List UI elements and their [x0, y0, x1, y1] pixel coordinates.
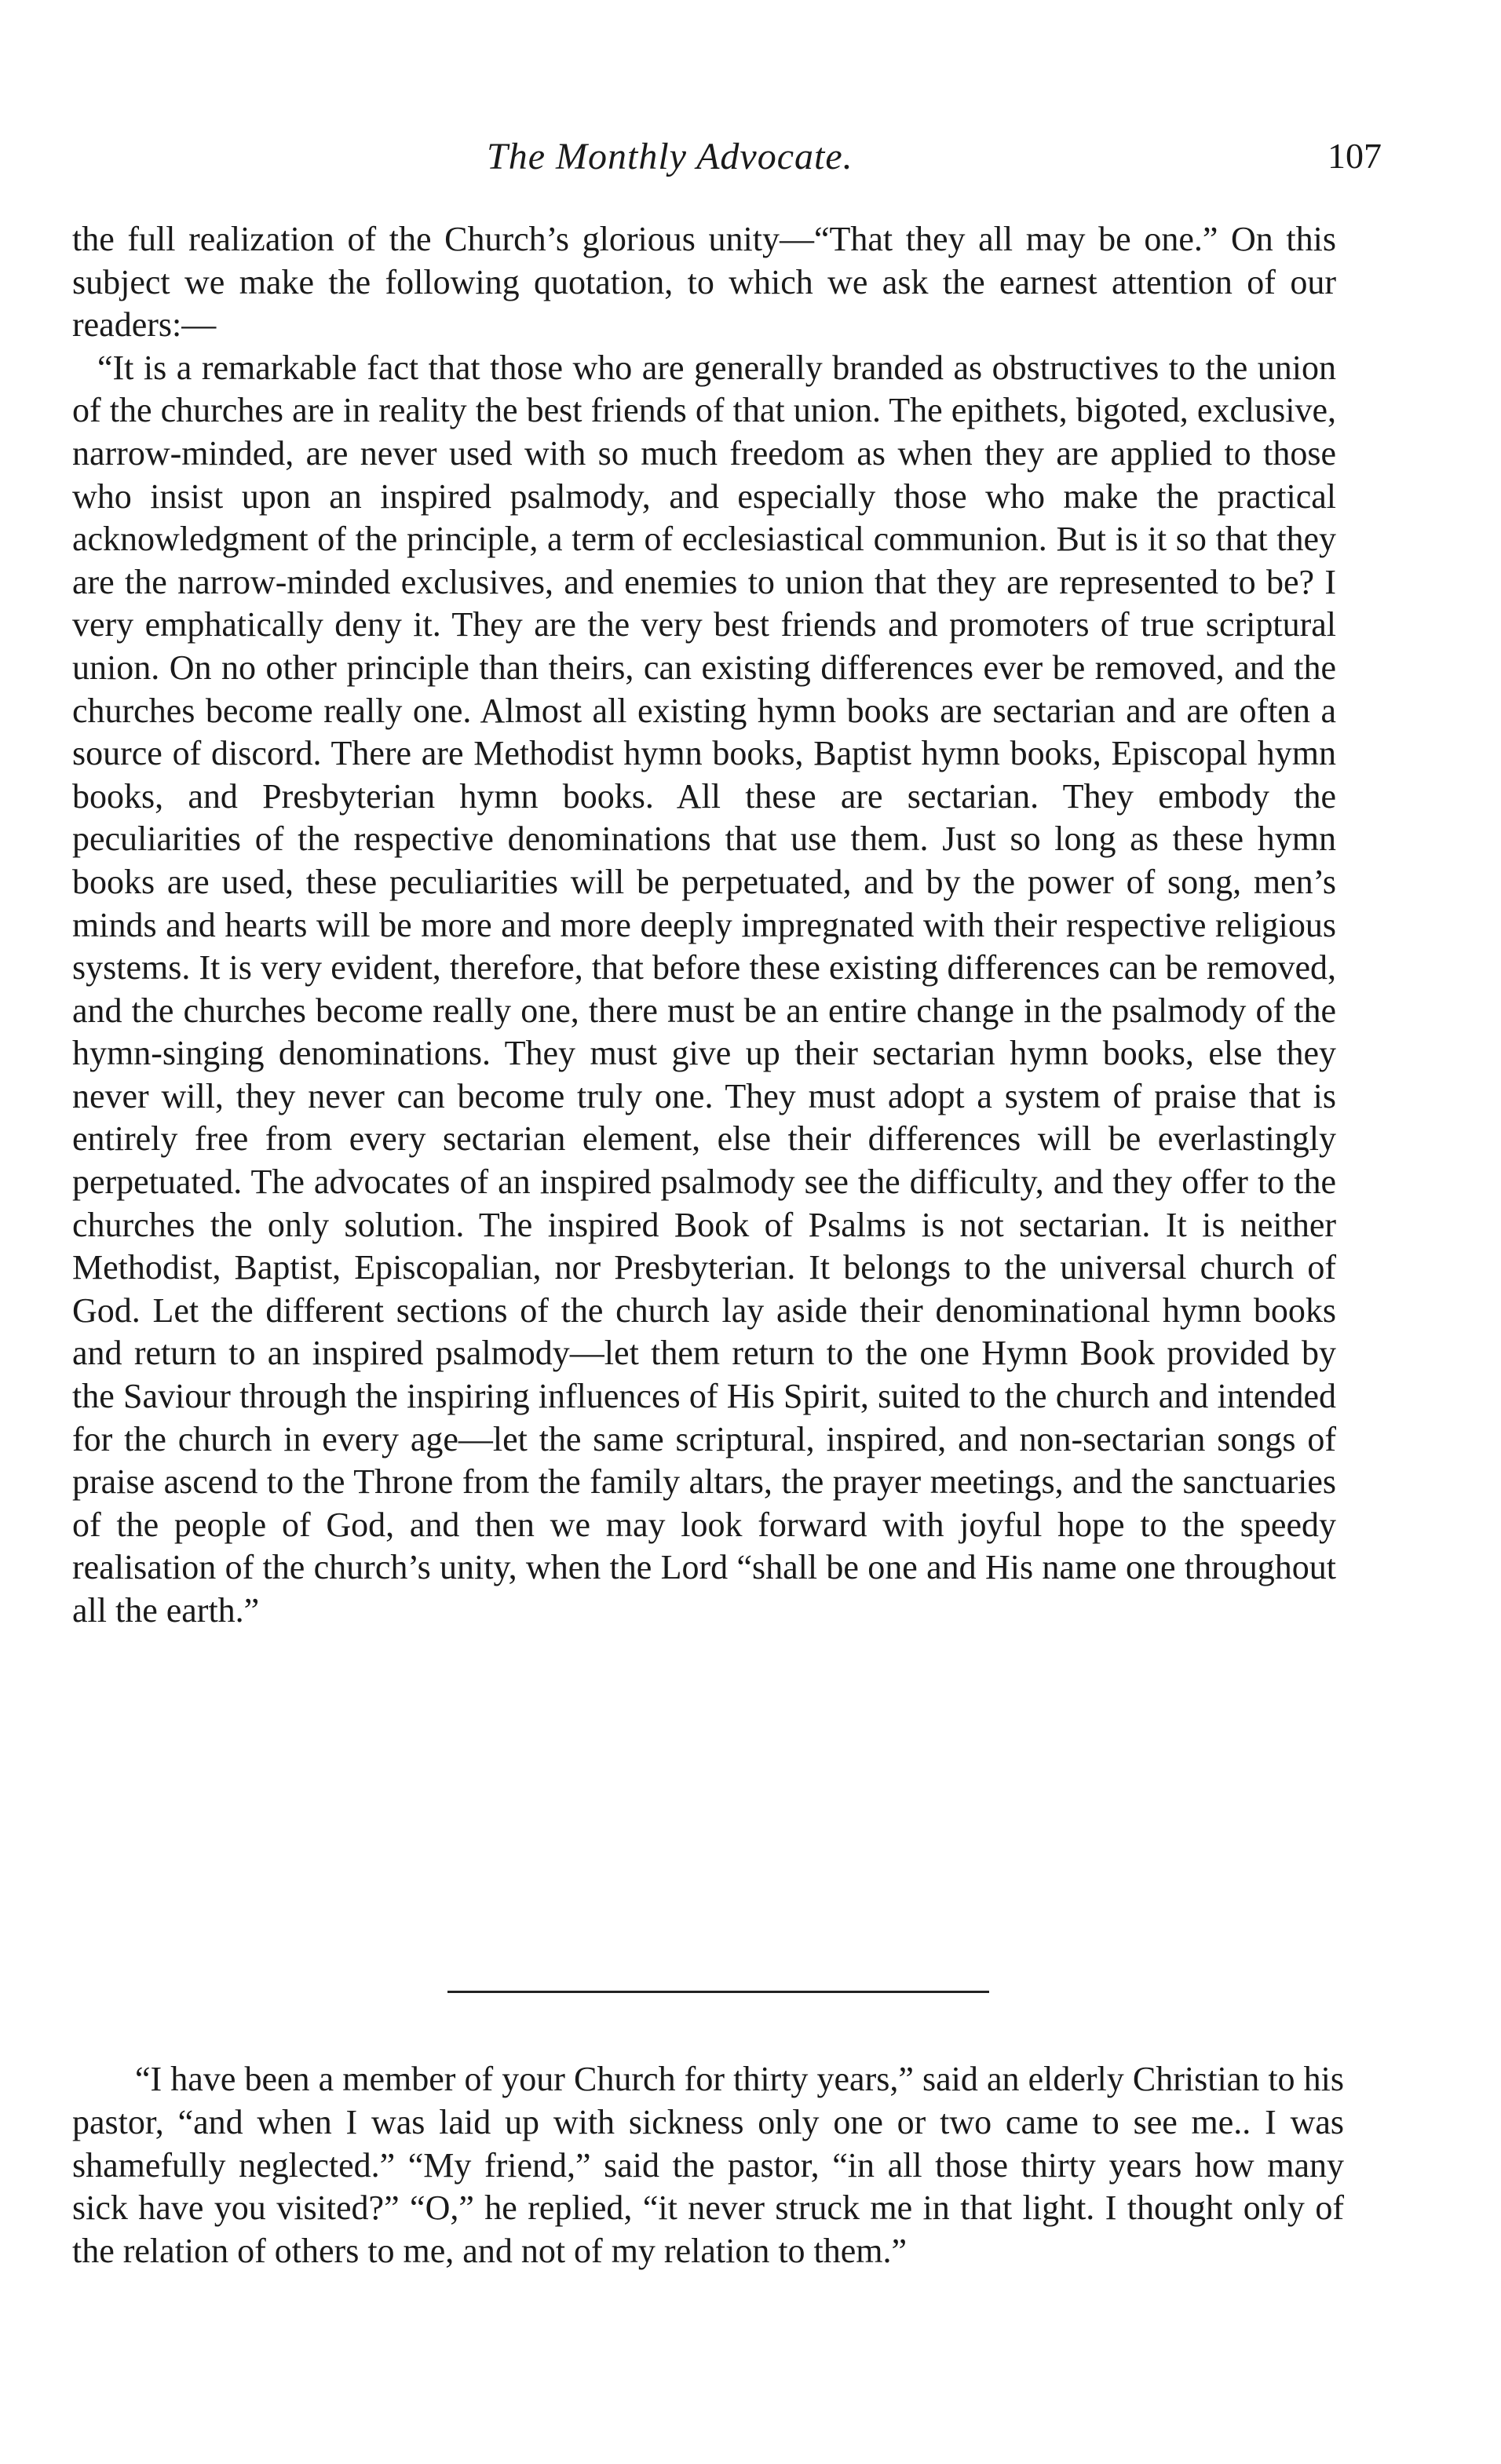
- anecdote: [72, 2058, 1344, 2273]
- article-paragraph-1: the full realization of the Church’s glorious unity—“That they all may be one.” On this subject we make the following quotation, to which we ask the earnest attention of our readers:—: [72, 220, 1336, 345]
- page-number: 107: [1328, 136, 1382, 176]
- section-divider: [447, 1991, 989, 1993]
- running-head: [71, 135, 1382, 182]
- running-title: The Monthly Advocate.: [487, 136, 853, 177]
- anecdote-paragraph: “I have been a member of your Church for thirty years,” said an elderly Christian to his pastor, “and when I was laid up with sickness only one or two came to see me.. I was shamefully neglected.” “My friend,” said the pastor, “in all those thirty years how many sick have you visited?” “O,” he replied, “it never struck me in that light. I thought only of the relation of others to me, and not of my relation to them.”: [72, 2060, 1344, 2271]
- article-body: [72, 218, 1336, 1633]
- article-quotation: “It is a remarkable fact that those who are generally branded as obstructives to the union of the churches are in reality the best friends of that union. The epithets, bigoted, exclusive, narrow-minded, are never used with so much freedom as when they are applied to those who insist upon an inspired psalmody, and especially those who make the practical acknowledgment of the principle, a term of ecclesiastical communion. But is it so that they are the narrow-minded exclusives, and enemies to union that they are represented to be? I very emphatically deny it. They are the very best friends and promoters of true scriptural union. On no other principle than theirs, can existing differences ever be removed, and the churches become really one. Almost all existing hymn books are sectarian and are often a source of discord. There are Methodist hymn books, Baptist hymn books, Episcopal hymn books, and Presbyterian hymn books. All these are sectarian. They embody the peculiarities of the respective denominations that use them. Just so long as these hymn books are used, these peculiarities will be perpetuated, and by the power of song, men’s minds and hearts will be more and more deeply impregnated with their respective religious systems. It is very evident, therefore, that before these existing differences can be removed, and the churches become really one, there must be an entire change in the psalmody of the hymn-singing denominations. They must give up their sectarian hymn books, else they never will, they never can become truly one. They must adopt a system of praise that is entirely free from every sectarian element, else their differences will be everlastingly perpetuated. The advocates of an inspired psalmody see the difficulty, and they offer to the churches the only solution. The inspired Book of Psalms is not sectarian. It is neither Methodist, Baptist, Episcopalian, nor Presbyterian. It belongs to the universal church of God. Let the different sections of the church lay aside their denominational hymn books and return to an inspired psalmody—let them return to the one Hymn Book provided by the Saviour through the inspiring influences of His Spirit, suited to the church and intended for the church in every age—let the same scriptural, inspired, and non-sectarian songs of praise ascend to the Throne from the family altars, the prayer meetings, and the sanctuaries of the people of God, and then we may look forward with joyful hope to the speedy realisation of the church’s unity, when the Lord “shall be one and His name one throughout all the earth.”: [72, 348, 1336, 1630]
